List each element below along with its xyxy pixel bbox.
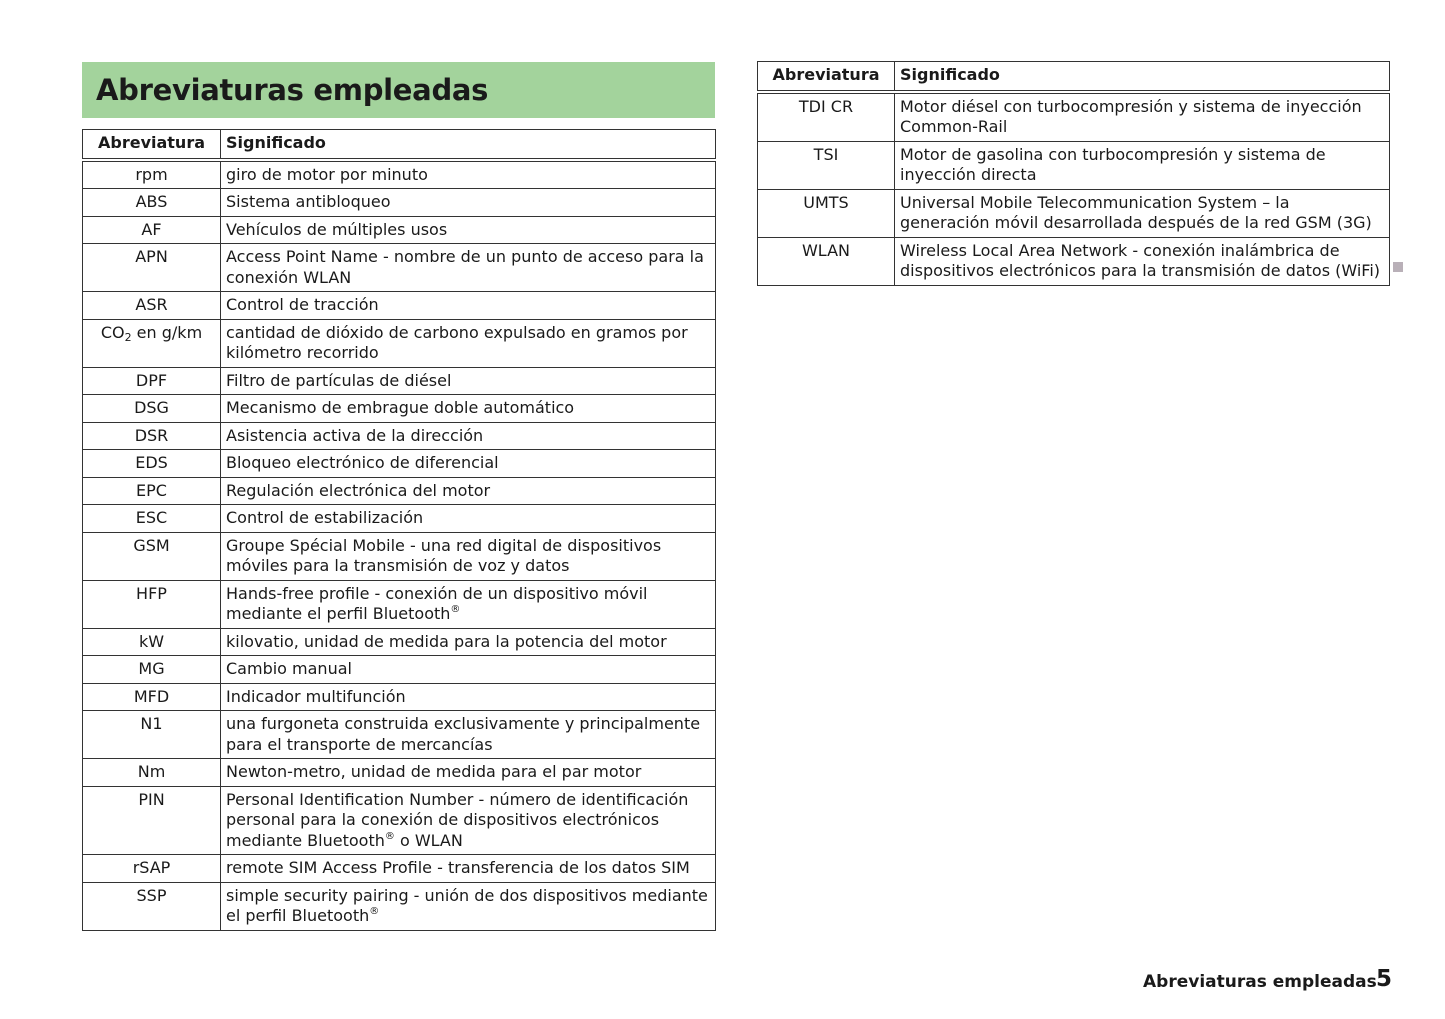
meaning-cell xyxy=(221,216,716,244)
text-segment: TDI CR xyxy=(798,96,854,116)
abbreviation-cell xyxy=(83,656,221,684)
text-segment: APN xyxy=(135,247,168,266)
table-row xyxy=(83,759,716,787)
text-segment: o WLAN xyxy=(394,830,463,850)
header-abbreviation: Abreviatura xyxy=(758,62,895,92)
abbreviation-cell xyxy=(83,319,221,367)
header-abbreviation: Abreviatura xyxy=(83,130,221,160)
footer-section-title: Abreviaturas empleadas xyxy=(1143,972,1377,992)
text-segment: EPC xyxy=(136,480,167,500)
table-row xyxy=(758,141,1390,189)
abbreviation-cell xyxy=(83,580,221,628)
meaning-cell xyxy=(221,711,716,759)
text-segment: EDS xyxy=(135,453,168,472)
abbreviation-cell xyxy=(83,216,221,244)
meaning-cell xyxy=(221,319,716,367)
abbreviation-cell xyxy=(83,505,221,533)
text-segment: en g/km xyxy=(131,322,203,342)
abbreviation-cell xyxy=(83,367,221,395)
text-segment: giro de motor por minuto xyxy=(226,164,428,184)
table-row xyxy=(83,160,716,189)
table-row xyxy=(83,422,716,450)
table-row xyxy=(83,683,716,711)
text-segment: Motor de gasolina con turbocompresión y sistema de inyección directa xyxy=(900,144,1326,184)
text-segment: Cambio manual xyxy=(226,659,352,678)
text-segment: Wireless Local Area Network - conexión inalámbrica de dispositivos electrónicos para la transmisión de datos (WiFi) xyxy=(900,240,1381,280)
table-row xyxy=(83,319,716,367)
meaning-cell xyxy=(221,160,716,189)
text-segment: Filtro de partículas de diésel xyxy=(226,370,452,390)
meaning-cell xyxy=(221,683,716,711)
abbreviation-cell xyxy=(83,683,221,711)
table-row xyxy=(758,92,1390,142)
text-segment: ASR xyxy=(135,295,168,314)
text-segment: Regulación electrónica del motor xyxy=(226,480,491,500)
text-segment: Bloqueo electrónico de diferencial xyxy=(226,453,499,472)
text-segment: kilovatio, unidad de medida para la potencia del motor xyxy=(226,631,667,651)
abbreviations-table-left xyxy=(82,129,716,931)
meaning-cell xyxy=(895,237,1390,285)
abbreviation-cell xyxy=(83,292,221,320)
meaning-cell xyxy=(221,759,716,787)
text-segment: UMTS xyxy=(803,192,849,212)
superscript: ® xyxy=(369,906,380,917)
text-segment: Control de estabilización xyxy=(226,508,424,527)
abbreviation-cell xyxy=(758,141,895,189)
table-row xyxy=(83,450,716,478)
table-row xyxy=(83,395,716,423)
text-segment: Control de tracción xyxy=(226,295,379,314)
meaning-cell xyxy=(221,855,716,883)
meaning-cell xyxy=(895,141,1390,189)
table-header-row xyxy=(83,130,716,160)
meaning-cell xyxy=(221,422,716,450)
text-segment: AF xyxy=(141,219,162,239)
subscript: 2 xyxy=(124,330,132,344)
text-segment: remote SIM Access Profile - transferencia de los datos SIM xyxy=(226,858,690,877)
abbreviation-cell xyxy=(758,92,895,142)
text-segment: MG xyxy=(138,659,165,678)
abbreviation-cell xyxy=(83,786,221,855)
meaning-cell xyxy=(221,244,716,292)
abbreviation-cell xyxy=(83,450,221,478)
meaning-cell xyxy=(895,189,1390,237)
table-row xyxy=(83,855,716,883)
text-segment: simple security pairing - unión de dos dispositivos mediante el perfil Bluetooth xyxy=(226,885,708,925)
meaning-cell xyxy=(221,189,716,217)
meaning-cell xyxy=(221,367,716,395)
text-segment: TSI xyxy=(813,144,839,164)
page-title: Abreviaturas empleadas xyxy=(96,73,489,107)
table-row xyxy=(758,189,1390,237)
text-segment: DSR xyxy=(134,425,169,445)
text-segment: cantidad de dióxido de carbono expulsado en gramos por kilómetro recorrido xyxy=(226,322,688,362)
abbreviation-cell xyxy=(83,160,221,189)
text-segment: Motor diésel con turbocompresión y sistema de inyección Common-Rail xyxy=(900,96,1362,136)
table-row xyxy=(758,237,1390,285)
text-segment: PIN xyxy=(138,789,165,809)
text-segment: una furgoneta construida exclusivamente y principalmente para el transporte de mercancías xyxy=(226,714,701,754)
meaning-cell xyxy=(221,395,716,423)
table-row xyxy=(83,532,716,580)
text-segment: DPF xyxy=(135,370,168,390)
table-row xyxy=(83,367,716,395)
table-row xyxy=(83,244,716,292)
superscript: ® xyxy=(384,830,395,842)
table-row xyxy=(83,292,716,320)
abbreviation-cell xyxy=(83,628,221,656)
meaning-cell xyxy=(221,532,716,580)
header-meaning: Significado xyxy=(221,130,716,160)
abbreviation-cell xyxy=(83,244,221,292)
abbreviation-cell xyxy=(83,882,221,930)
superscript: ® xyxy=(450,604,461,615)
table-row xyxy=(83,580,716,628)
table-row xyxy=(83,882,716,930)
text-segment: ABS xyxy=(135,192,168,211)
abbreviation-cell xyxy=(758,237,895,285)
abbreviation-cell xyxy=(83,422,221,450)
abbreviation-cell xyxy=(83,711,221,759)
text-segment: WLAN xyxy=(801,240,850,260)
meaning-cell xyxy=(221,786,716,855)
text-segment: CO xyxy=(100,322,125,342)
text-segment: HFP xyxy=(136,583,167,603)
text-segment: N1 xyxy=(140,714,163,733)
page-footer xyxy=(0,966,1445,1000)
text-segment: Mecanismo de embrague doble automático xyxy=(226,398,575,417)
meaning-cell xyxy=(221,628,716,656)
table-header-row xyxy=(758,62,1390,92)
text-segment: Newton-metro, unidad de medida para el par motor xyxy=(226,762,642,781)
text-segment: Vehículos de múltiples usos xyxy=(226,219,448,239)
table-row xyxy=(83,189,716,217)
text-segment: DSG xyxy=(134,398,169,417)
meaning-cell xyxy=(221,450,716,478)
meaning-cell xyxy=(221,580,716,628)
text-segment: Indicador multifunción xyxy=(226,686,406,706)
table-row xyxy=(83,505,716,533)
text-segment: Hands-free profile - conexión de un dispositivo móvil mediante el perfil Bluetooth xyxy=(226,583,648,623)
abbreviations-table-right xyxy=(757,61,1390,286)
text-segment: Access Point Name - nombre de un punto de acceso para la conexión WLAN xyxy=(226,247,704,287)
abbreviation-cell xyxy=(83,477,221,505)
abbreviation-cell xyxy=(83,395,221,423)
table-row xyxy=(83,216,716,244)
text-segment: rpm xyxy=(135,164,168,184)
abbreviation-cell xyxy=(758,189,895,237)
text-segment: kW xyxy=(138,631,165,651)
text-segment: SSP xyxy=(136,885,167,905)
end-of-section-marker xyxy=(1393,262,1403,272)
text-segment: MFD xyxy=(133,686,170,706)
table-row xyxy=(83,711,716,759)
meaning-cell xyxy=(221,882,716,930)
meaning-cell xyxy=(221,477,716,505)
page-number: 5 xyxy=(1376,966,1393,992)
text-segment: rSAP xyxy=(132,858,171,877)
text-segment: ESC xyxy=(135,508,168,527)
text-segment: Nm xyxy=(137,762,166,781)
table-row xyxy=(83,656,716,684)
text-segment: Groupe Spécial Mobile - una red digital de dispositivos móviles para la transmisión de voz y datos xyxy=(226,535,662,575)
header-meaning: Significado xyxy=(895,62,1390,92)
abbreviation-cell xyxy=(83,189,221,217)
meaning-cell xyxy=(221,505,716,533)
table-row xyxy=(83,628,716,656)
text-segment: Universal Mobile Telecommunication System – la generación móvil desarrollada después de la red GSM (3G) xyxy=(900,192,1372,232)
abbreviation-cell xyxy=(83,855,221,883)
meaning-cell xyxy=(221,292,716,320)
text-segment: Personal Identification Number - número de identificación personal para la conexión de dispositivos electrónicos mediante Bluetooth xyxy=(226,789,689,850)
meaning-cell xyxy=(895,92,1390,142)
text-segment: Sistema antibloqueo xyxy=(226,192,391,211)
abbreviation-cell xyxy=(83,759,221,787)
table-row xyxy=(83,477,716,505)
text-segment: Asistencia activa de la dirección xyxy=(226,425,484,445)
abbreviation-cell xyxy=(83,532,221,580)
section-title-bar xyxy=(82,62,715,118)
meaning-cell xyxy=(221,656,716,684)
table-row xyxy=(83,786,716,855)
text-segment: GSM xyxy=(133,535,170,555)
